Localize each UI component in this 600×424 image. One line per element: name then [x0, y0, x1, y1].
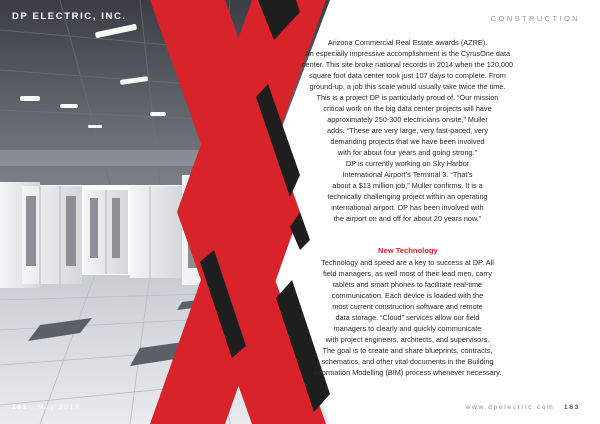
- paragraph-line: schematics, and other vital documents in the Building: [321, 357, 494, 366]
- paragraph-line: Information Modelling (BIM) process whenever necessary.: [313, 368, 502, 377]
- paragraph-line: square foot data center took just 107 days to complete. From: [309, 71, 506, 80]
- page-number-right: 183: [563, 404, 580, 411]
- paragraph-line: approximately 250-300 electricians onsite,” Muller: [327, 115, 488, 124]
- paragraph-line: most current construction software and remote: [332, 302, 483, 311]
- paragraph-line: managers to clearly and quickly communicate: [333, 324, 482, 333]
- paragraph-line: critical work on the big data center projects will have: [323, 104, 492, 113]
- website-url: www.dpelectric.com: [465, 404, 555, 411]
- section-label: CONSTRUCTION: [490, 14, 580, 23]
- footer-left: [12, 404, 80, 411]
- paragraph-line: An especially impressive accomplishment is the CyrusOne data: [304, 49, 511, 58]
- paragraph-line: communication. Each device is loaded with the: [331, 291, 484, 300]
- paragraph-line: technically challenging project within an operating: [327, 192, 488, 201]
- paragraph-line: Arizona Commercial Real Estate awards (AZRE).: [327, 38, 488, 47]
- paragraph-line: the airport on and off for about 20 years now.”: [333, 214, 482, 223]
- paragraph-line: center. This site broke national records in 2014 when the 120,000: [301, 60, 514, 69]
- paragraph-line: DP is currently working on Sky Harbor: [345, 159, 470, 168]
- paragraph-line: adds. “These are very large, very fast-paced, very: [326, 126, 488, 135]
- brand-logo-text: DP ELECTRIC, INC.: [12, 11, 127, 22]
- page-number-left: 182: [12, 404, 29, 411]
- paragraph-line: International Airport’s Terminal 3. “That’s: [342, 170, 473, 179]
- paragraph-line: with project engineers, architects, and supervisors.: [325, 335, 490, 344]
- paragraph-line: demanding projects that we have been involved: [330, 137, 485, 146]
- paragraph-line: field managers, as well most of their lead men, carry: [323, 269, 492, 278]
- section-heading: New Technology: [378, 246, 438, 255]
- paragraph-line: with for about four years and going strong.”: [337, 148, 478, 157]
- paragraph-line: about a $13 million job,” Muller confirms. It is a: [332, 181, 483, 190]
- paragraph-line: international airport. DP has been involved with: [331, 203, 484, 212]
- paragraph-line: Technology and speed are a key to success at DP. All: [321, 258, 494, 267]
- issue-date: May 2017: [37, 404, 81, 411]
- paragraph-line: ground-up, a job this scale would usually take twice the time.: [309, 82, 506, 91]
- paragraph-line: This is a project DP is particularly proud of. “Our mission: [316, 93, 499, 102]
- paragraph-line: The goal is to create and share blueprints, contracts,: [322, 346, 493, 355]
- paragraph-line: data storage. “Cloud” services allow our field: [335, 313, 480, 322]
- paragraph-line: tablets and smart phones to facilitate real-time: [332, 280, 483, 289]
- footer-right: [466, 404, 581, 411]
